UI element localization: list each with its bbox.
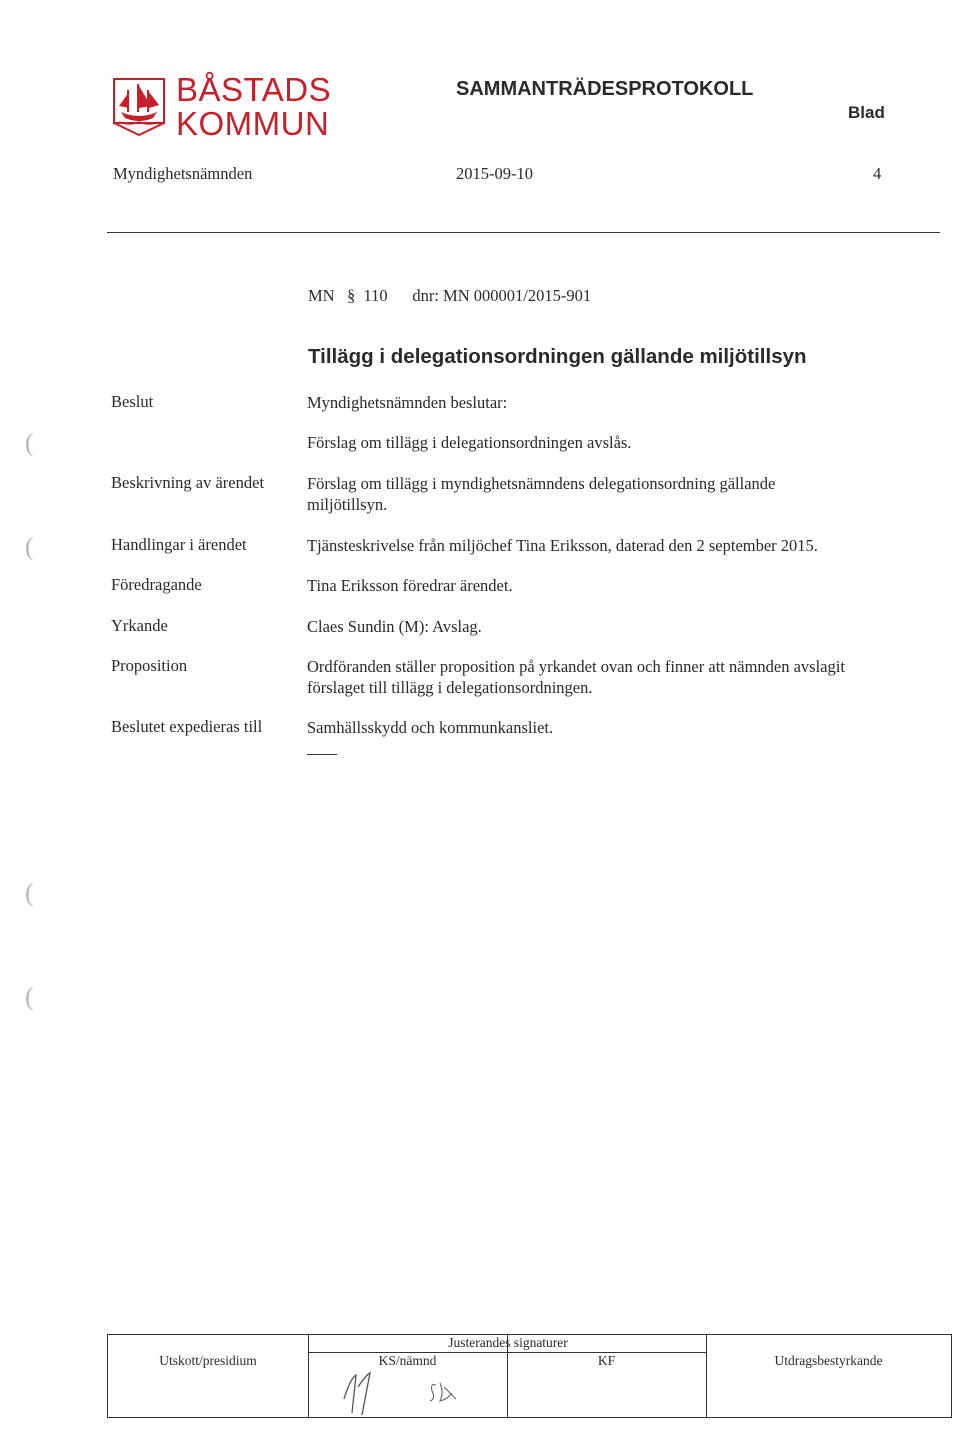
handwritten-initials-signature (340, 1369, 500, 1417)
margin-mark: ( (25, 532, 34, 561)
municipality-emblem-icon (113, 78, 165, 136)
label-foredragande: Föredragande (111, 575, 202, 594)
column-utskott: Utskott/presidium (159, 1353, 257, 1368)
value-beskrivning: Förslag om tillägg i myndighetsnämndens delegationsordning gällande miljötillsyn. (307, 474, 776, 514)
case-reference: MN § 110 dnr: MN 000001/2015-901 (308, 286, 592, 305)
margin-mark: ( (25, 878, 34, 907)
label-handlingar: Handlingar i ärendet (111, 535, 247, 554)
page-number: 4 (873, 164, 882, 183)
column-utdragsbestyrkande: Utdragsbestyrkande (774, 1353, 883, 1368)
logo-text-line2: KOMMUN (176, 105, 330, 142)
signature-header: Justerandes signaturer (448, 1335, 568, 1350)
margin-mark: ( (25, 428, 34, 457)
value-foredragande: Tina Eriksson föredrar ärendet. (307, 576, 513, 595)
label-beskrivning: Beskrivning av ärendet (111, 473, 265, 492)
label-expedieras: Beslutet expedieras till (111, 717, 263, 736)
closing-divider (307, 754, 337, 755)
column-ks-namnd: KS/nämnd (378, 1353, 437, 1368)
column-kf: KF (597, 1353, 616, 1368)
page-label: Blad (848, 103, 885, 122)
value-proposition: Ordföranden ställer proposition på yrkandet ovan och finner att nämnden avslagit förslaget till tillägg i delegationsordningen. (307, 657, 845, 697)
meeting-date: 2015-09-10 (456, 164, 533, 183)
label-proposition: Proposition (111, 656, 188, 675)
signature-table (107, 1334, 952, 1418)
document-type: SAMMANTRÄDESPROTOKOLL (456, 78, 754, 100)
logo-text-line1: BÅSTADS (176, 71, 332, 108)
label-yrkande: Yrkande (111, 616, 168, 635)
case-title: Tillägg i delegationsordningen gällande miljötillsyn (308, 345, 807, 368)
value-handlingar: Tjänsteskrivelse från miljöchef Tina Eriksson, daterad den 2 september 2015. (307, 536, 818, 555)
value-beslut: Myndighetsnämnden beslutar: (307, 393, 508, 412)
header-divider (107, 232, 940, 233)
committee-name: Myndighetsnämnden (113, 164, 253, 183)
value-yrkande: Claes Sundin (M): Avslag. (307, 617, 482, 636)
value-expedieras: Samhällsskydd och kommunkansliet. (307, 718, 554, 737)
margin-mark: ( (25, 982, 34, 1011)
label-beslut: Beslut (111, 392, 154, 411)
value-beslut-detail: Förslag om tillägg i delegationsordningen avslås. (307, 433, 632, 452)
